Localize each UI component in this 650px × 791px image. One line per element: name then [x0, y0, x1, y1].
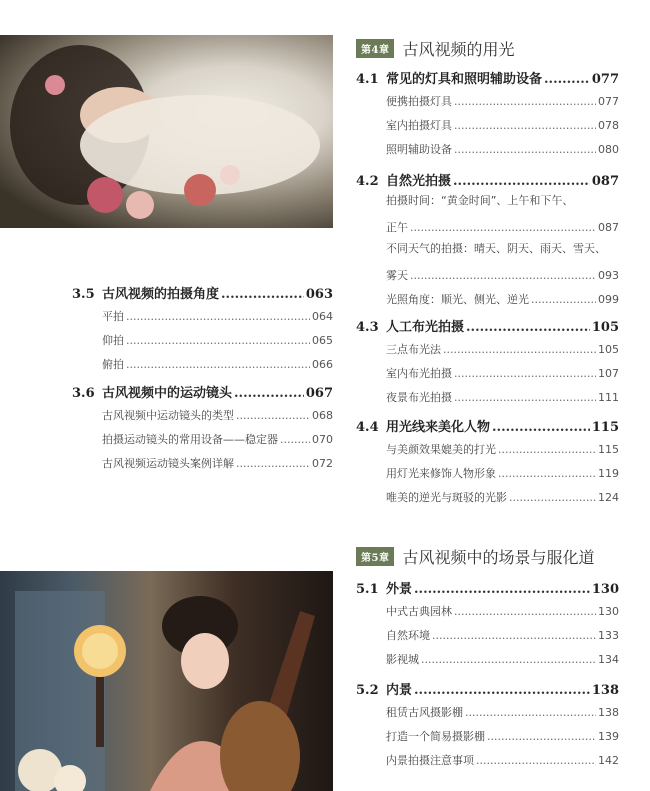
section-5-1 [356, 578, 619, 672]
toc-entry[interactable]: 照明辅助设备 ..... 080 [386, 138, 619, 162]
toc-entry[interactable]: 光照角度：顺光、侧光、逆光 ..... 099 [386, 288, 619, 312]
chapter-title: 古风视频中的场景与服化道 [402, 548, 595, 567]
section-4-4 [356, 416, 619, 510]
chapter-4-header [356, 37, 514, 60]
toc-entry[interactable]: 夜景布光拍摄 ..... 111 [386, 386, 619, 410]
chapter-badge: 第5章 [356, 547, 394, 566]
toc-entry[interactable]: 用灯光来修饰人物形象 ..... 119 [386, 462, 619, 486]
section-heading[interactable]: 3.5 古风视频的拍摄角度 ..... 063 [72, 283, 333, 305]
toc-entry[interactable]: 拍摄运动镜头的常用设备——稳定器 ..... 070 [102, 428, 333, 452]
toc-entry-wrapped-line1[interactable]: 拍摄时间：“黄金时间”、上午和下午、 [386, 194, 574, 207]
toc-entry[interactable]: 便携拍摄灯具 ..... 077 [386, 90, 619, 114]
section-3-5 [72, 283, 333, 377]
toc-entry[interactable]: 影视城 ..... 134 [386, 648, 619, 672]
toc-entry[interactable]: 租赁古风摄影棚 ..... 138 [386, 701, 619, 725]
toc-entry[interactable]: 唯美的逆光与斑驳的光影 ..... 124 [386, 486, 619, 510]
toc-entry[interactable]: 三点布光法 ..... 105 [386, 338, 619, 362]
toc-entry-wrapped-line1[interactable]: 不同天气的拍摄：晴天、阴天、雨天、雪天、 [386, 242, 606, 255]
toc-entry-wrapped-line2[interactable]: 正午 ..... 087 [386, 216, 619, 240]
toc-entry[interactable]: 室内布光拍摄 ..... 107 [386, 362, 619, 386]
section-heading[interactable]: 5.1 外景 ..... 130 [356, 578, 619, 600]
toc-entry[interactable]: 古风视频中运动镜头的类型 ..... 068 [102, 404, 333, 428]
section-3-6 [72, 382, 333, 476]
toc-entry[interactable]: 打造一个简易摄影棚 ..... 139 [386, 725, 619, 749]
toc-entry[interactable]: 仰拍 ..... 065 [102, 329, 333, 353]
section-heading[interactable]: 5.2 内景 ..... 138 [356, 679, 619, 701]
chapter-title: 古风视频的用光 [402, 40, 515, 59]
photo-reclining-woman-flowers [0, 35, 333, 228]
toc-entry[interactable]: 与美颜效果媲美的打光 ..... 115 [386, 438, 619, 462]
section-4-2 [356, 170, 619, 312]
section-4-3 [356, 316, 619, 410]
toc-entry[interactable]: 自然环境 ..... 133 [386, 624, 619, 648]
photo-illustration-2 [0, 571, 333, 791]
toc-entry[interactable]: 内景拍摄注意事项 ..... 142 [386, 749, 619, 773]
section-heading[interactable]: 4.3 人工布光拍摄 ..... 105 [356, 316, 619, 338]
toc-entry[interactable]: 中式古典园林 ..... 130 [386, 600, 619, 624]
toc-entry-wrapped-line2[interactable]: 雾天 ..... 093 [386, 264, 619, 288]
photo-illustration [0, 35, 333, 228]
chapter-badge: 第4章 [356, 39, 394, 58]
chapter-5-header [356, 545, 594, 568]
toc-entry[interactable]: 室内拍摄灯具 ..... 078 [386, 114, 619, 138]
toc-entry[interactable]: 古风视频运动镜头案例详解 ..... 072 [102, 452, 333, 476]
section-heading[interactable]: 4.4 用光线来美化人物 ..... 115 [356, 416, 619, 438]
section-4-1 [356, 68, 619, 162]
toc-entry[interactable]: 俯拍 ..... 066 [102, 353, 333, 377]
section-heading[interactable]: 3.6 古风视频中的运动镜头 ..... 067 [72, 382, 333, 404]
photo-woman-with-pipa [0, 571, 333, 791]
section-heading[interactable]: 4.1 常见的灯具和照明辅助设备 ..... 077 [356, 68, 619, 90]
section-5-2 [356, 679, 619, 773]
section-heading[interactable]: 4.2 自然光拍摄 ..... 087 [356, 170, 619, 192]
toc-entry[interactable]: 平拍 ..... 064 [102, 305, 333, 329]
